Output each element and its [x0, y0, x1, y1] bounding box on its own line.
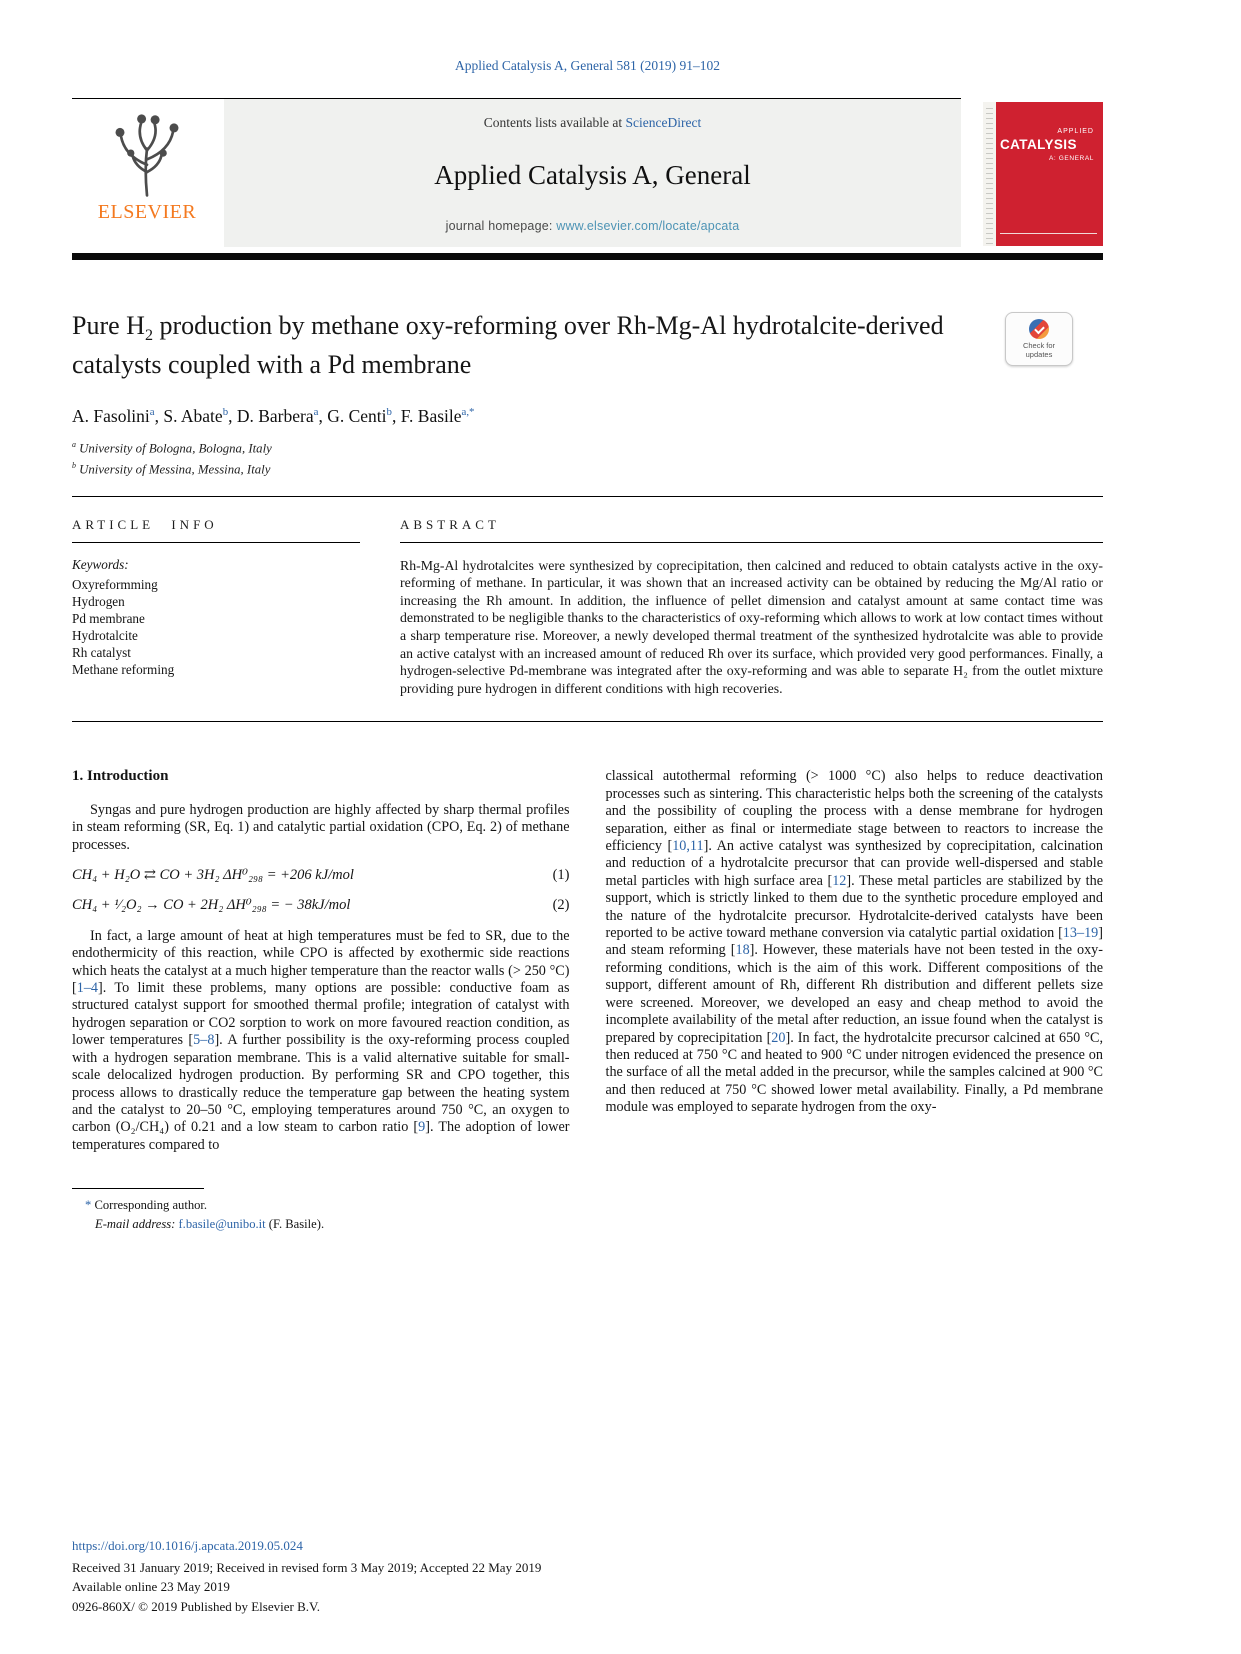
sciencedirect-link[interactable]: ScienceDirect	[625, 115, 702, 130]
info-abstract-band	[72, 496, 1103, 723]
abstract-heading: ABSTRACT	[400, 517, 1103, 543]
article-info-column	[72, 517, 360, 698]
masthead-divider-bar	[72, 253, 1103, 260]
article-title: Pure $H_2$ production by methane oxy-reforming over Rh-Mg-Al hydrotalcite-derived catalysts coupled with a Pd membrane	[72, 311, 944, 380]
email-link[interactable]: f.basile@unibo.it	[178, 1217, 266, 1232]
email-line: E-mail address: f.basile@unibo.it (F. Basile).	[95, 1217, 325, 1232]
citation-ref[interactable]: 5–8	[193, 1032, 215, 1049]
masthead-main	[72, 98, 961, 247]
keyword-item: Hydrogen	[72, 593, 125, 609]
cover-title: CATALYSIS	[1000, 137, 1077, 152]
doi-link[interactable]: https://doi.org/10.1016/j.apcata.2019.05.024	[72, 1538, 303, 1553]
citation-ref[interactable]: 13–19	[1062, 925, 1099, 942]
citation-ref[interactable]: 20	[771, 1029, 786, 1046]
homepage-line: journal homepage: www.elsevier.com/locate/apcata	[445, 219, 740, 233]
elsevier-logo	[72, 99, 222, 247]
check-for-updates-label: Check for updates	[1022, 341, 1056, 359]
intro-paragraph-2: In fact, a large amount of heat at high temperatures must be fed to SR, due to the endothermicity of this reaction, while CPO is affected by exothermic side reactions which heats the catalyst at a much higher temperature than the reactor walls (> 250 °C) [1–4]. To limit these problems, many options are possible: conductive foam as structured catalyst support for smoothed thermal profile; integration of catalyst with hydrogen separation or CO2 sorption to work on more favoured reaction condition, as lower temperatures [5–8]. A further possibility is the oxy-reforming process coupled with a hydrogen separation membrane. This is a valid alternative suitable for small-scale delocalized hydrogen production. By performing SR and CPO together, this process allows to drastically reduce the temperature gap between the heating system and the catalyst to 20–50 °C, employing temperatures around 750 °C, an oxygen to carbon (O₂/CH₄) of 0.21 and a low steam to carbon ratio [9]. The adoption of lower temperatures compared to	[72, 927, 570, 1153]
received-dates: Received 31 January 2019; Received in revised form 3 May 2019; Accepted 22 May 2019	[72, 1559, 542, 1575]
cover-left-strip	[983, 102, 996, 246]
affiliation-a: $^a$ University of Bologna, Bologna, Italy	[72, 440, 272, 456]
article-info-heading: ARTICLE INFO	[72, 517, 360, 543]
available-online-date: Available online 23 May 2019	[72, 1579, 230, 1594]
keyword-item: Hydrotalcite	[72, 627, 138, 643]
abstract-column	[400, 517, 1103, 698]
journal-masthead	[72, 98, 1103, 247]
citation-ref[interactable]: 10,11	[672, 838, 704, 855]
keyword-item: Methane reforming	[72, 661, 175, 677]
footnote-rule	[72, 1188, 204, 1189]
equation-1-body: CH₄ + H₂O ⇄ CO + 3H₂ ΔH⁰₂₉₈ = +206 kJ/mol	[72, 867, 354, 884]
keyword-item: Oxyreformming	[72, 576, 158, 592]
intro-paragraph-1: Syngas and pure hydrogen production are highly affected by sharp thermal profiles in steam reforming (SR, Eq. 1) and catalytic partial oxidation (CPO, Eq. 2) of methane processes.	[72, 801, 570, 853]
equation-2-number: (2)	[552, 897, 570, 914]
elsevier-wordmark: ELSEVIER	[97, 201, 197, 223]
contents-line: Contents lists available at ScienceDirect	[483, 115, 702, 130]
citation-ref[interactable]: 1–4	[76, 980, 99, 997]
keyword-item: Rh catalyst	[72, 644, 131, 660]
journal-cover-thumbnail[interactable]	[983, 102, 1103, 246]
citation-ref[interactable]: 18	[735, 942, 750, 959]
affiliation-b: $^b$ University of Messina, Messina, Italy	[72, 460, 271, 476]
abstract-text: Rh-Mg-Al hydrotalcites were synthesized by coprecipitation, then calcined and reduced to obtain catalysts active in the oxy-reforming of methane. In particular, it was shown that an increased activity can be obtained by reducing the Mg/Al ratio or increasing the Rh amount. In addition, the influence of pellet dimension and catalyst amount at same contact time was demonstrated to be negligible thanks to the characteristics of oxy-reforming which allows to work at low contact times without a sharp temperature rise. Moreover, a newly developed thermal treatment of the synthesized hydrotalcite was able to provide an active catalyst with an increased amount of reduced Rh over its surface, which provided very good performances. Finally, a hydrogen-selective Pd-membrane was integrated after the oxy-reforming and was able to separate H₂ from the outlet mixture providing pure hydrogen in different conditions with high recoveries.	[400, 557, 1103, 696]
authors-line: A. Fasolini$^a$, S. Abate$^b$, D. Barbera$^a$, G. Centi$^b$, F. Basile$^{a,*}$	[72, 406, 475, 427]
equation-2-body: CH₄ + ¹⁄₂O₂ → CO + 2H₂ ΔH⁰₂₉₈ = − 38kJ/mol	[72, 897, 351, 914]
equation-1	[72, 867, 570, 884]
journal-homepage-link[interactable]: www.elsevier.com/locate/apcata	[556, 219, 740, 233]
check-for-updates-badge[interactable]	[1005, 312, 1073, 366]
corresponding-author-note: * Corresponding author.	[85, 1198, 208, 1213]
elsevier-tree-icon	[98, 109, 196, 199]
keywords-label: Keywords:	[72, 556, 129, 572]
issn-copyright: 0926-860X/ © 2019 Published by Elsevier B.V.	[72, 1598, 320, 1614]
crossmark-icon	[1029, 319, 1049, 339]
publication-footer	[72, 1536, 1103, 1616]
keyword-item: Pd membrane	[72, 610, 145, 626]
body-column-left	[72, 768, 570, 1154]
section-heading-introduction: 1. Introduction	[72, 768, 169, 785]
journal-title: Applied Catalysis A, General	[434, 159, 751, 190]
cover-series-label: A: GENERAL	[1048, 155, 1094, 162]
equation-1-number: (1)	[552, 867, 570, 884]
cover-applied-label: APPLIED	[1057, 128, 1094, 135]
intro-paragraph-continued: classical autothermal reforming (> 1000 °C) also helps to reduce deactivation processes such as sintering. This characteristic helps both the screening of the catalysts and the possibility of coupling the process with a dense membrane for hydrogen separation, either as final or intermediate stage between to reactors to increase the efficiency [10,11]. An active catalyst was synthesized by coprecipitation, calcination and reduction of a hydrotalcite precursor that can provide well-dispersed and stable metal particles with high surface area [12]. These metal particles are stabilized by the support, which is strictly linked to them due to the synthetic procedure employed and the nature of the hydrotalcite precursor. Hydrotalcite-derived catalysts have been reported to be active toward methane conversion via catalytic partial oxidation [13–19] and steam reforming [18]. However, these materials have not been tested in the oxy-reforming conditions, which is the aim of this work. Different compositions of the support, different amount of Rh, different Rh distribution and different pellets size were screened. Moreover, we developed an easy and cheap method to avoid the incomplete availability of the metal after reduction, an issue found when the catalyst is prepared by coprecipitation [20]. In fact, the hydrotalcite precursor calcined at 650 °C, then reduced at 750 °C and heated to 900 °C under nitrogen evidenced the presence on the surface of all the metal added in the precursor, while the samples calcined at 900 °C and then reduced at 750 °C showed lower metal availability. Finally, a Pd membrane module was employed to separate hydrogen from the oxy-	[605, 768, 1104, 1116]
journal-citation[interactable]: Applied Catalysis A, General 581 (2019) 91–102	[454, 58, 721, 73]
cover-footer-rule	[1000, 233, 1097, 234]
body-column-right	[606, 768, 1104, 1154]
equation-2	[72, 897, 570, 914]
citation-ref[interactable]: 9	[418, 1119, 426, 1136]
footnote-block	[72, 1188, 1103, 1234]
citation-ref[interactable]: 12	[832, 872, 847, 889]
article-body	[72, 768, 1103, 1154]
title-row	[72, 308, 1103, 382]
masthead-center-panel	[224, 99, 961, 247]
affiliations	[72, 439, 1103, 479]
